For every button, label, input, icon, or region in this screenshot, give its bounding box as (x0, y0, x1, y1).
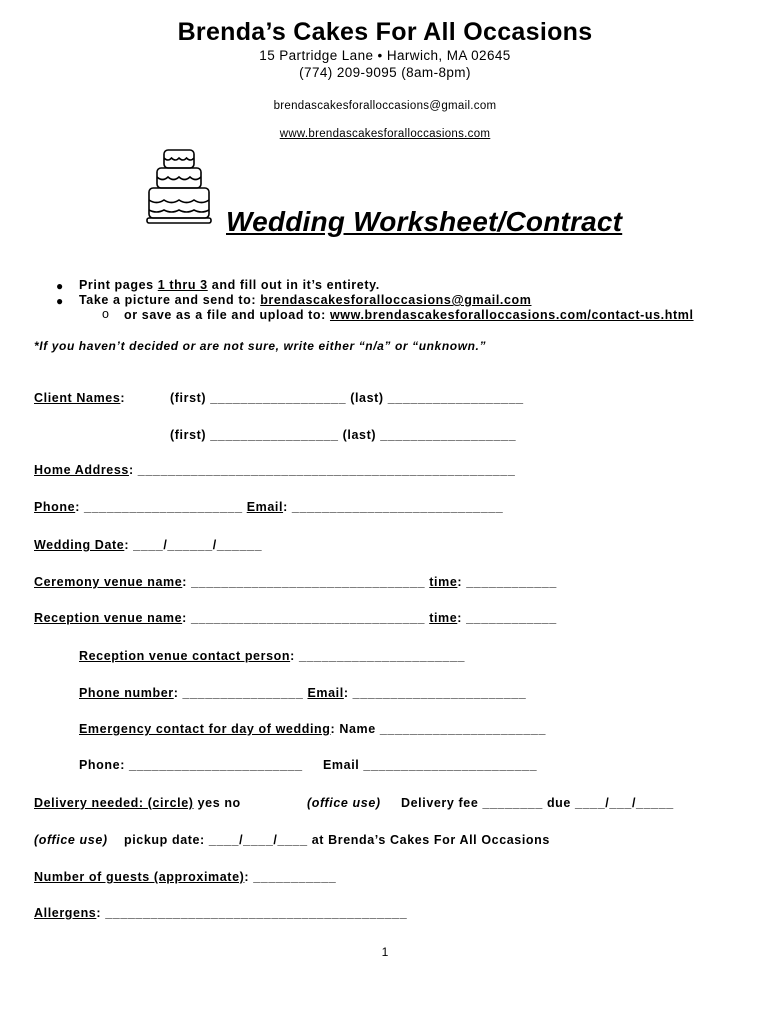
upload-link[interactable]: www.brendascakesforalloccasions.com/contact-us.html (329, 308, 694, 322)
field-label: time (429, 611, 458, 625)
wedding-cake-icon (146, 145, 212, 229)
note-text: *If you haven’t decided or are not sure, write either “n/a” or “unknown.” (34, 339, 487, 353)
field-label: Ceremony venue name (34, 575, 183, 589)
field-label: Emergency contact for day of wedding (79, 722, 331, 736)
field-label: Reception venue contact person (79, 649, 291, 663)
field-blank[interactable]: : ______________________ (290, 649, 466, 663)
field-label: Number of guests (approximate) (34, 870, 245, 884)
delivery-field[interactable] (34, 796, 241, 810)
business-email: brendascakesforalloccasions@gmail.com (273, 100, 497, 112)
field-blank[interactable]: : ____________ (457, 575, 557, 589)
field-label: Delivery needed: (circle) (34, 796, 194, 810)
field-blank[interactable]: : ________________________________________ (96, 906, 408, 920)
field-label: Client Names (34, 391, 121, 405)
client-names-row-1[interactable]: (first) __________________ (last) __________________ (170, 391, 524, 405)
page-number: 1 (381, 945, 389, 959)
field-label: Allergens (34, 906, 97, 920)
business-name: Brenda’s Cakes For All Occasions (177, 18, 593, 46)
field-blank[interactable]: : ____________________________ (283, 500, 504, 514)
emergency-email-field[interactable]: Email _______________________ (323, 758, 538, 772)
instruction-text: Take a picture and send to: (79, 293, 261, 307)
pages-range: 1 thru 3 (157, 278, 208, 292)
client-names-row-2[interactable]: (first) _________________ (last) __________________ (170, 428, 517, 442)
field-blank[interactable]: : __________________________________________________ (128, 463, 516, 477)
bullet-dot: ● (56, 294, 64, 308)
bullet-dot: ● (56, 279, 64, 293)
home-address-field[interactable] (34, 463, 515, 477)
instruction-text: or save as a file and upload to: (124, 308, 330, 322)
instruction-upload (124, 308, 694, 322)
ceremony-venue-field[interactable] (34, 575, 557, 589)
email-link[interactable]: brendascakesforalloccasions@gmail.com (260, 293, 532, 307)
field-label: Wedding Date (34, 538, 125, 552)
page-title: Wedding Worksheet/Contract (226, 206, 623, 237)
field-label: Email (246, 500, 284, 514)
field-blank[interactable]: : _____________________ (75, 500, 247, 514)
field-blank[interactable]: : _______________________ (343, 686, 527, 700)
business-phone: (774) 209-9095 (8am-8pm) (299, 65, 471, 80)
wedding-date-field[interactable] (34, 538, 262, 552)
field-label: Phone number (79, 686, 174, 700)
field-label: Email (307, 686, 344, 700)
contact-phone-email-field[interactable] (79, 686, 526, 700)
emergency-contact-field[interactable] (79, 722, 546, 736)
field-blank[interactable]: : _______________________________ (182, 611, 430, 625)
pickup-date-field[interactable]: pickup date: ____/____/____ at Brenda’s Cakes For All Occasions (124, 833, 550, 847)
field-blank[interactable]: : ________________ (173, 686, 308, 700)
field-label: Reception venue name (34, 611, 183, 625)
field-blank[interactable]: : ____________ (457, 611, 557, 625)
field-label: Phone (34, 500, 76, 514)
field-blank[interactable]: : Name ______________________ (330, 722, 547, 736)
field-blank[interactable]: : ____/______/______ (124, 538, 263, 552)
instruction-text: Print pages (79, 278, 158, 292)
emergency-phone-field[interactable]: Phone: _______________________ (79, 758, 303, 772)
client-names-field: Client Names: (34, 391, 126, 405)
delivery-options[interactable]: yes no (193, 796, 241, 810)
instruction-print (79, 278, 380, 292)
field-label: Home Address (34, 463, 129, 477)
reception-contact-field[interactable] (79, 649, 465, 663)
sub-bullet-marker: o (102, 307, 110, 321)
allergens-field[interactable] (34, 906, 407, 920)
guests-field[interactable] (34, 870, 336, 884)
instruction-text: and fill out in it’s entirety. (207, 278, 380, 292)
business-website-link[interactable]: www.brendascakesforalloccasions.com (279, 128, 491, 140)
delivery-fee-field[interactable]: Delivery fee ________ due ____/___/_____ (401, 796, 674, 810)
office-use-label: (office use) (307, 796, 381, 810)
field-blank[interactable]: : _______________________________ (182, 575, 430, 589)
office-use-label: (office use) (34, 833, 108, 847)
field-blank[interactable]: : ___________ (244, 870, 337, 884)
instruction-send (79, 293, 531, 307)
business-address: 15 Partridge Lane • Harwich, MA 02645 (259, 48, 511, 63)
phone-email-field[interactable] (34, 500, 503, 514)
reception-venue-field[interactable] (34, 611, 557, 625)
field-label: time (429, 575, 458, 589)
